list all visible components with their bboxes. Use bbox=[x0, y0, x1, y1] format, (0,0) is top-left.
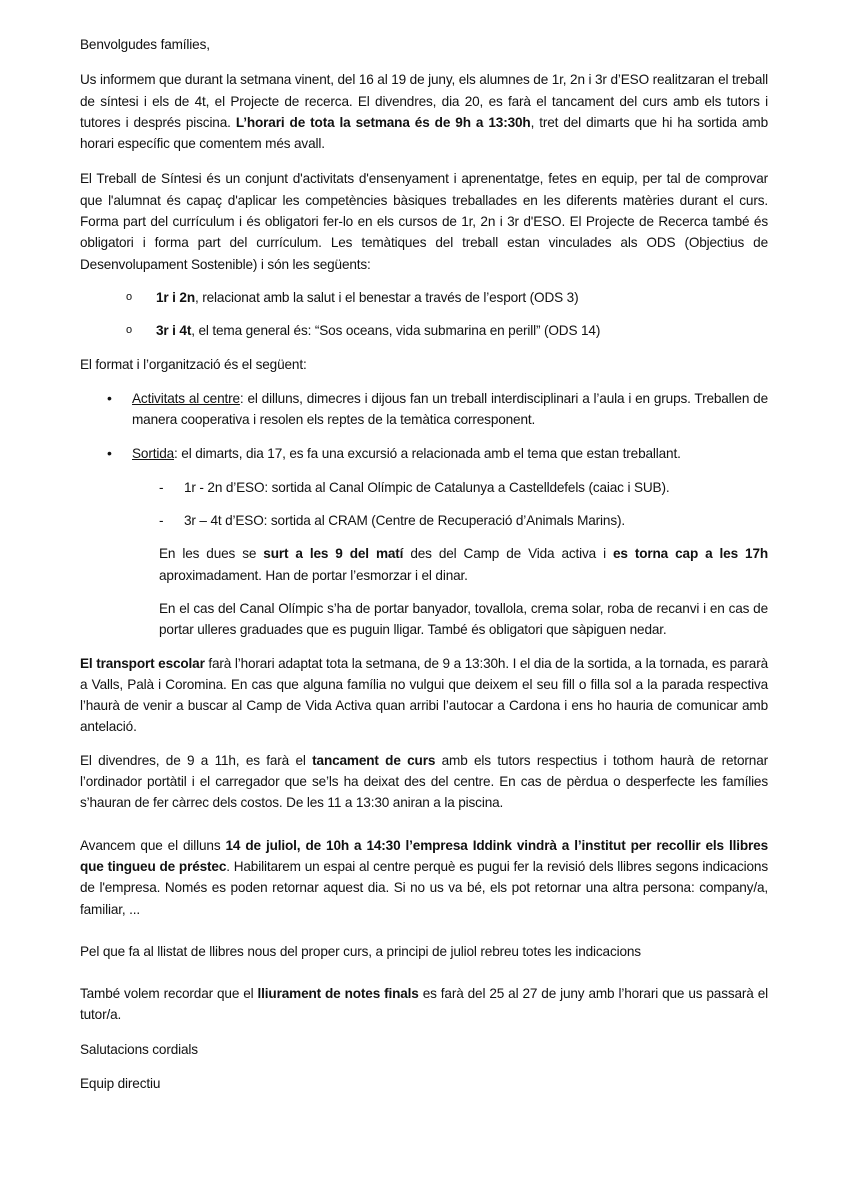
llibres-prestec-paragraph: Avancem que el dilluns 14 de juliol, de 10h a 14:30 l’empresa Iddink vindrà a l’institut per recollir els llibres que tingueu de préstec. Habilitarem un espai al centre perquè es pugui fer la revisió dels llibres segons indicacions de l'empresa. Només es poden retornar aquest dia. Si no us va bé, els pot retornar una altra persona: company/a, familiar, ... bbox=[80, 837, 768, 917]
list-item: • Activitats al centre: el dilluns, dimecres i dijous fan un treball interdisciplinari a l’aula i en grups. Treballen de manera cooperativa i resolen els reptes de la temàtica corresponent. bbox=[107, 389, 768, 428]
schedule-highlight: L’horari de tota la setmana és de 9h a 13:30h bbox=[235, 114, 531, 130]
list-item: • Sortida: el dimarts, dia 17, es fa una excursió a relacionada amb el tema que estan treballant. bbox=[80, 443, 768, 464]
transport-paragraph: El transport escolar farà l’horari adaptat tota la setmana, de 9 a 13:30h. I el dia de la sortida, a la tornada, es pararà a Valls, Palà i Coromina. En cas que alguna família no vulgui que deixem el seu fill o filla sol a la parada respectiva l’haurà de venir a buscar al Camp de Vida Activa quan arribi l’autocar a Cardona i ens ho hauria de comunicar amb antelació. bbox=[80, 655, 768, 735]
greeting: Benvolgudes famílies, bbox=[80, 37, 210, 52]
list-item: - 3r – 4t d’ESO: sortida al CRAM (Centre de Recuperació d’Animals Marins). bbox=[80, 510, 768, 531]
list-item: o 3r i 4t, el tema general és: “Sos oceans, vida submarina en perill” (ODS 14) bbox=[80, 320, 768, 341]
list-item: - 1r - 2n d’ESO: sortida al Canal Olímpic de Catalunya a Castelldefels (caiac i SUB). bbox=[80, 477, 768, 498]
intro-paragraph: Us informem que durant la setmana vinent, del 16 al 19 de juny, els alumnes de 1r, 2n i 3r d’ESO realitzaran el treball de síntesi i els de 4t, el Projecte de recerca. El divendres, dia 20, es farà el tancament del curs amb els tutors i tutores i després piscina. L’horari de tota la setmana és de 9h a 13:30h, tret del dimarts que hi ha sortida amb horari específic que comentem més avall. bbox=[80, 72, 769, 152]
sortida-schedule-paragraph: En les dues se surt a les 9 del matí des del Camp de Vida activa i es torna cap a les 17h aproximadament. Han de portar l’esmorzar i el dinar. bbox=[159, 546, 769, 583]
letter-page bbox=[80, 34, 768, 1094]
treball-sintesi-paragraph: El Treball de Síntesi és un conjunt d'activitats d'ensenyament i aprenentatge, fetes en equip, per tal de comprovar que l'alumnat és capaç d'aplicar les competències bàsiques treballades en les diferents matèries durant el curs. Forma part del currículum i és obligatori fer-lo en els cursos de 1r, 2n i 3r d'ESO. El Projecte de Recerca també és obligatori i forma part del currículum. Les temàtiques del treball estan vinculades als ODS (Objectius de Desenvolupament Sostenible) i són les següents: bbox=[80, 171, 768, 272]
divendres-paragraph: El divendres, de 9 a 11h, es farà el tancament de curs amb els tutors respectius i tothom haurà de retornar l’ordinador portàtil i el carregador que se’ls ha deixat des del centre. En cas de pèrdua o desperfecte les famílies s’hauran de fer càrrec dels costos. De les 11 a 13:30 aniran a la piscina. bbox=[80, 752, 768, 811]
canal-olimpic-paragraph: En el cas del Canal Olímpic s’ha de portar banyador, tovallola, crema solar, roba de recanvi i en cas de portar ulleres graduades que es puguin lligar. També és obligatori que sàpiguen nedar. bbox=[159, 600, 768, 638]
llibres-nous-paragraph: Pel que fa al llistat de llibres nous del proper curs, a principi de juliol rebreu totes les indicacions bbox=[80, 943, 641, 959]
list-item: o 1r i 2n, relacionat amb la salut i el benestar a través de l’esport (ODS 3) bbox=[80, 287, 768, 308]
bullet-icon: • bbox=[107, 445, 112, 462]
dash-bullet-icon: - bbox=[159, 479, 164, 495]
circle-bullet-icon: o bbox=[126, 324, 132, 337]
notes-paragraph: També volem recordar que el lliurament de notes finals es farà del 25 al 27 de juny amb l’horari que us passarà el tutor/a. bbox=[80, 986, 768, 1023]
closing: Salutacions cordials bbox=[80, 1041, 198, 1057]
circle-bullet-icon: o bbox=[126, 290, 132, 303]
dash-bullet-icon: - bbox=[159, 513, 164, 529]
format-intro: El format i l’organització és el següent: bbox=[80, 356, 307, 372]
ods-list bbox=[80, 287, 768, 342]
bullet-icon: • bbox=[107, 389, 112, 406]
signature: Equip directiu bbox=[80, 1075, 161, 1091]
